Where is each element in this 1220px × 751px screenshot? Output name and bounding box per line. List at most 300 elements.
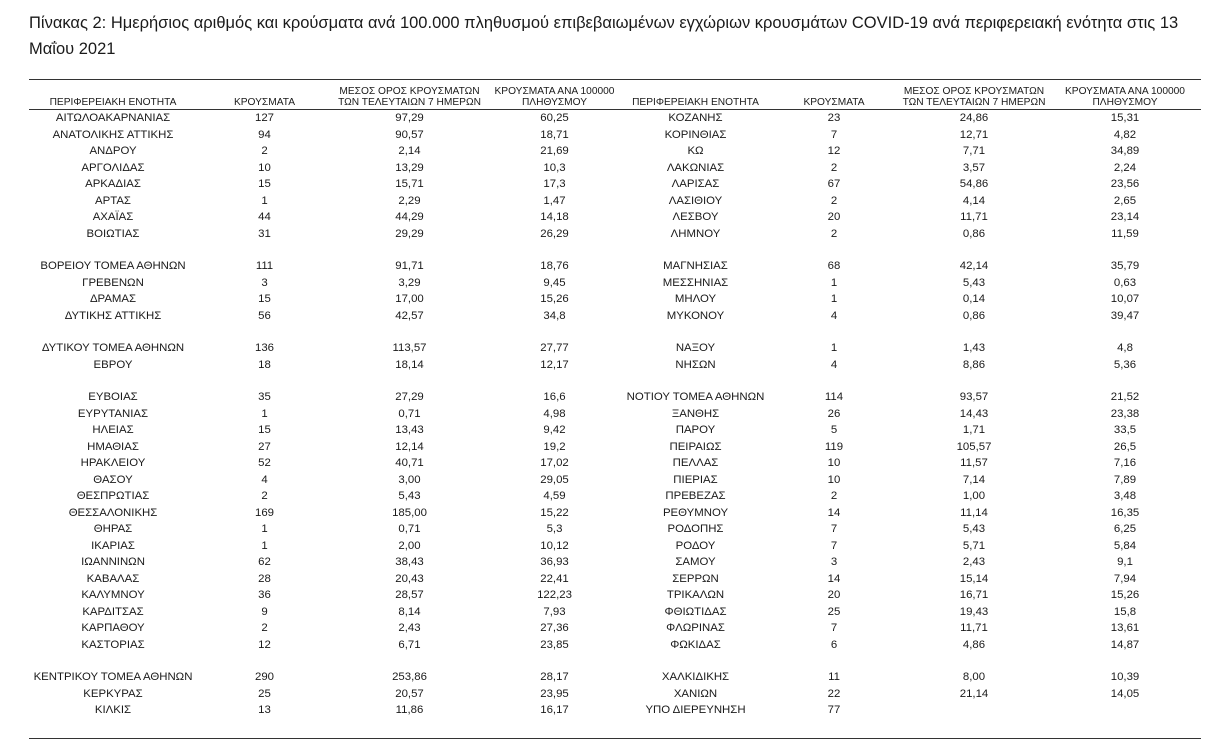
left-per100k-cell: 14,18	[540, 211, 569, 223]
spacer-cell	[1049, 324, 1201, 340]
left-region-cell: ΚΑΡΔΙΤΣΑΣ	[82, 605, 144, 618]
right-per100k-cell: 11,59	[1111, 227, 1139, 240]
spacer-cell	[487, 373, 622, 389]
table-row	[29, 538, 1201, 555]
right-avg7-cell: 8,00	[962, 671, 986, 683]
table-row	[29, 571, 1201, 588]
left-cases-cell: 9	[261, 605, 268, 618]
left-avg7-cell: 2,14	[398, 145, 421, 157]
right-cases-cell: 67	[827, 178, 841, 190]
table-row	[29, 521, 1201, 538]
table-row	[29, 226, 1201, 243]
spacer-row	[29, 324, 1201, 340]
right-cases-cell: 2	[830, 161, 838, 174]
left-avg7-cell: 20,57	[395, 687, 424, 700]
table-row	[29, 702, 1201, 719]
left-cases-cell: 1	[261, 407, 268, 420]
spacer-cell	[487, 324, 622, 340]
spacer-cell	[332, 373, 487, 389]
right-per100k-cell: 35,79	[1110, 260, 1140, 272]
spacer-cell	[332, 324, 487, 340]
left-region-cell: ΙΩΑΝΝΙΝΩΝ	[81, 556, 145, 568]
table-row	[29, 439, 1201, 456]
right-avg7-cell	[899, 702, 1049, 719]
left-cases-cell: 31	[258, 227, 271, 240]
right-avg7-cell: 54,86	[959, 178, 989, 190]
table-row	[29, 637, 1201, 654]
table-row	[29, 110, 1201, 127]
spacer-cell	[487, 242, 622, 258]
spacer-cell	[487, 653, 622, 669]
right-region-cell: ΠΑΡΟΥ	[675, 424, 716, 436]
right-per100k-cell: 15,26	[1110, 589, 1140, 601]
right-avg7-cell: 4,14	[962, 194, 986, 207]
right-cases-cell: 77	[827, 704, 841, 716]
spacer-cell	[29, 373, 197, 389]
right-cases-cell: 10	[827, 473, 841, 486]
left-region-cell: ΗΡΑΚΛΕΙΟΥ	[80, 457, 146, 469]
table-row	[29, 488, 1201, 505]
right-avg7-cell: 1,43	[962, 342, 986, 354]
right-cases-cell: 23	[827, 112, 841, 124]
right-avg7-cell: 5,71	[962, 539, 986, 552]
spacer-cell	[197, 324, 332, 340]
right-region-cell: ΥΠΟ ΔΙΕΡΕΥΝΗΣΗ	[645, 704, 746, 716]
left-region-cell: ΚΕΡΚΥΡΑΣ	[83, 687, 143, 700]
right-cases-cell: 7	[830, 523, 838, 535]
left-region-cell: ΘΕΣΠΡΩΤΙΑΣ	[76, 490, 150, 502]
right-avg7-cell: 0,14	[962, 293, 986, 305]
right-cases-cell: 1	[830, 342, 838, 354]
right-per100k-cell: 14,87	[1110, 638, 1140, 651]
right-cases-cell: 7	[830, 539, 838, 552]
left-cases-cell: 15	[258, 424, 271, 436]
left-avg7-cell: 185,00	[392, 506, 427, 519]
left-avg7-cell: 28,57	[395, 589, 424, 601]
left-per100k-cell: 10,3	[543, 161, 566, 174]
right-region-cell: ΜΗΛΟΥ	[674, 293, 717, 305]
table-row	[29, 193, 1201, 210]
left-avg7-cell: 6,71	[398, 638, 421, 651]
left-per100k-cell: 23,95	[540, 687, 569, 700]
header-per100k-left: ΚΡΟΥΣΜΑΤΑ ΑΝΑ 100000 ΠΛΗΘΥΣΜΟΥ	[487, 86, 622, 110]
left-avg7-cell: 40,71	[395, 457, 424, 469]
right-region-cell: ΜΥΚΟΝΟΥ	[666, 309, 725, 322]
left-avg7-cell: 3,00	[398, 473, 421, 486]
spacer-cell	[29, 242, 197, 258]
left-avg7-cell: 90,57	[395, 128, 424, 141]
left-per100k-cell: 9,45	[543, 276, 566, 289]
left-per100k-cell: 122,23	[537, 589, 572, 601]
right-region-cell: ΣΑΜΟΥ	[675, 556, 716, 568]
left-region-cell: ΑΧΑΪΑΣ	[92, 211, 134, 223]
table-row	[29, 406, 1201, 423]
left-cases-cell: 169	[254, 506, 274, 519]
left-per100k-cell: 16,6	[543, 391, 566, 403]
left-cases-cell: 1	[261, 539, 268, 552]
right-region-cell: ΠΡΕΒΕΖΑΣ	[665, 490, 726, 502]
left-per100k-cell: 15,22	[540, 506, 569, 519]
right-region-cell: ΛΑΚΩΝΙΑΣ	[666, 161, 725, 174]
right-region-cell: ΛΗΜΝΟΥ	[670, 227, 721, 240]
spacer-cell	[899, 324, 1049, 340]
left-avg7-cell: 17,00	[395, 293, 424, 305]
left-region-cell: ΗΛΕΙΑΣ	[92, 424, 134, 436]
left-cases-cell: 12	[258, 638, 271, 651]
right-region-cell: ΡΟΔΟΠΗΣ	[667, 523, 724, 535]
left-avg7-cell: 2,29	[398, 194, 421, 207]
right-avg7-cell: 0,86	[962, 309, 986, 322]
left-cases-cell: 2	[261, 490, 268, 502]
left-region-cell: ΔΥΤΙΚΗΣ ΑΤΤΙΚΗΣ	[64, 309, 162, 322]
right-per100k-cell: 4,82	[1113, 128, 1137, 141]
left-cases-cell: 25	[258, 687, 271, 700]
right-avg7-cell: 11,14	[960, 506, 988, 519]
left-cases-cell: 290	[254, 671, 274, 683]
left-per100k-cell: 22,41	[540, 572, 569, 585]
table-row	[29, 357, 1201, 374]
right-per100k-cell	[1049, 702, 1201, 719]
left-avg7-cell: 13,43	[395, 424, 424, 436]
right-per100k-cell: 15,8	[1113, 605, 1137, 618]
spacer-cell	[769, 324, 899, 340]
left-per100k-cell: 18,71	[540, 128, 569, 141]
right-avg7-cell: 3,57	[962, 161, 986, 174]
left-avg7-cell: 38,43	[395, 556, 424, 568]
left-per100k-cell: 29,05	[540, 473, 569, 486]
right-region-cell: ΠΙΕΡΙΑΣ	[673, 473, 718, 486]
table-row	[29, 604, 1201, 621]
right-region-cell: ΧΑΝΙΩΝ	[673, 687, 718, 700]
left-avg7-cell: 91,71	[395, 260, 424, 272]
right-avg7-cell: 5,43	[962, 523, 986, 535]
left-region-cell: ΕΥΡΥΤΑΝΙΑΣ	[77, 407, 149, 420]
right-per100k-cell: 23,38	[1110, 407, 1140, 420]
left-per100k-cell: 16,17	[540, 704, 569, 716]
right-region-cell: ΝΗΣΩΝ	[675, 358, 716, 371]
left-cases-cell: 1	[261, 194, 268, 207]
right-avg7-cell: 16,71	[959, 589, 989, 601]
right-avg7-cell: 14,43	[959, 407, 989, 420]
right-region-cell: ΛΑΡΙΣΑΣ	[671, 178, 720, 190]
right-region-cell: ΦΩΚΙΔΑΣ	[670, 638, 721, 651]
left-per100k-cell: 23,85	[540, 638, 569, 651]
table-body	[29, 110, 1201, 719]
left-region-cell: ΔΥΤΙΚΟΥ ΤΟΜΕΑ ΑΘΗΝΩΝ	[41, 342, 185, 354]
table-row	[29, 176, 1201, 193]
right-avg7-cell: 93,57	[959, 391, 989, 403]
spacer-cell	[1049, 373, 1201, 389]
left-avg7-cell: 27,29	[395, 391, 424, 403]
right-region-cell: ΦΛΩΡΙΝΑΣ	[666, 622, 725, 634]
table-row	[29, 554, 1201, 571]
left-per100k-cell: 4,98	[543, 407, 566, 420]
right-region-cell: ΠΕΛΛΑΣ	[672, 457, 719, 469]
right-cases-cell: 26	[827, 407, 841, 420]
left-cases-cell: 35	[258, 391, 271, 403]
left-avg7-cell: 0,71	[398, 523, 421, 535]
left-region-cell: ΚΑΛΥΜΝΟΥ	[81, 589, 145, 601]
left-cases-cell: 13	[258, 704, 271, 716]
right-cases-cell: 68	[827, 260, 841, 272]
left-per100k-cell: 10,12	[540, 539, 569, 552]
right-avg7-cell: 11,71	[960, 622, 988, 634]
right-per100k-cell: 10,07	[1110, 293, 1140, 305]
right-per100k-cell: 6,25	[1113, 523, 1137, 535]
right-per100k-cell: 9,1	[1117, 556, 1133, 568]
left-avg7-cell: 2,43	[398, 622, 421, 634]
left-cases-cell: 27	[258, 440, 271, 453]
left-avg7-cell: 13,29	[395, 161, 424, 174]
left-cases-cell: 2	[261, 145, 268, 157]
left-region-cell: ΘΕΣΣΑΛΟΝΙΚΗΣ	[68, 506, 158, 519]
spacer-cell	[332, 653, 487, 669]
spacer-cell	[29, 324, 197, 340]
left-per100k-cell: 28,17	[540, 671, 569, 683]
covid-cases-table	[29, 86, 1201, 719]
spacer-cell	[29, 653, 197, 669]
left-per100k-cell: 18,76	[540, 260, 569, 272]
table-row	[29, 505, 1201, 522]
left-per100k-cell: 26,29	[540, 227, 569, 240]
right-per100k-cell: 7,89	[1113, 473, 1137, 486]
header-avg7-left: ΜΕΣΟΣ ΟΡΟΣ ΚΡΟΥΣΜΑΤΩΝ ΤΩΝ ΤΕΛΕΥΤΑΙΩΝ 7 ΗΜΕΡΩΝ	[332, 86, 487, 110]
right-per100k-cell: 7,16	[1113, 457, 1137, 469]
right-region-cell: ΧΑΛΚΙΔΙΚΗΣ	[661, 671, 730, 683]
header-region-left: ΠΕΡΙΦΕΡΕΙΑΚΗ ΕΝΟΤΗΤΑ	[29, 86, 197, 110]
right-per100k-cell: 7,94	[1113, 572, 1137, 585]
bottom-rule	[29, 738, 1201, 739]
left-per100k-cell: 17,3	[543, 178, 566, 190]
table-row	[29, 455, 1201, 472]
right-avg7-cell: 11,71	[960, 211, 988, 223]
right-cases-cell: 2	[830, 194, 838, 207]
left-region-cell: ΘΗΡΑΣ	[93, 523, 133, 535]
left-per100k-cell: 4,59	[543, 490, 566, 502]
left-cases-cell: 10	[258, 161, 271, 174]
left-region-cell: ΑΝΔΡΟΥ	[89, 145, 137, 157]
left-per100k-cell: 34,8	[543, 309, 566, 322]
left-avg7-cell: 11,86	[395, 704, 424, 716]
left-avg7-cell: 29,29	[395, 227, 424, 240]
left-region-cell: ΙΚΑΡΙΑΣ	[91, 539, 135, 552]
left-avg7-cell: 15,71	[395, 178, 424, 190]
spacer-cell	[332, 242, 487, 258]
right-per100k-cell: 0,63	[1113, 276, 1137, 289]
left-per100k-cell: 7,93	[543, 605, 566, 618]
header-per100k-right: ΚΡΟΥΣΜΑΤΑ ΑΝΑ 100000 ΠΛΗΘΥΣΜΟΥ	[1049, 86, 1201, 110]
right-per100k-cell: 33,5	[1113, 424, 1137, 436]
top-rule	[29, 79, 1201, 80]
right-per100k-cell: 5,36	[1113, 358, 1137, 371]
left-cases-cell: 3	[261, 276, 268, 289]
left-cases-cell: 2	[261, 622, 268, 634]
left-cases-cell: 28	[258, 572, 271, 585]
right-region-cell: ΦΘΙΩΤΙΔΑΣ	[664, 605, 727, 618]
left-cases-cell: 15	[258, 293, 271, 305]
right-region-cell: ΜΑΓΝΗΣΙΑΣ	[663, 260, 728, 272]
right-cases-cell: 7	[830, 622, 838, 634]
spacer-row	[29, 242, 1201, 258]
left-avg7-cell: 113,57	[392, 342, 427, 354]
spacer-cell	[769, 373, 899, 389]
spacer-cell	[622, 242, 769, 258]
left-per100k-cell: 17,02	[540, 457, 569, 469]
right-cases-cell: 14	[827, 506, 841, 519]
right-avg7-cell: 2,43	[962, 556, 986, 568]
spacer-cell	[197, 653, 332, 669]
left-region-cell: ΕΥΒΟΙΑΣ	[88, 391, 138, 403]
right-cases-cell: 25	[827, 605, 841, 618]
right-avg7-cell: 105,57	[956, 440, 992, 453]
left-avg7-cell: 2,00	[398, 539, 421, 552]
left-cases-cell: 56	[258, 309, 271, 322]
right-avg7-cell: 8,86	[962, 358, 986, 371]
table-row	[29, 340, 1201, 357]
right-avg7-cell: 1,71	[962, 424, 986, 436]
left-region-cell: ΚΑΣΤΟΡΙΑΣ	[81, 638, 145, 651]
right-cases-cell: 1	[830, 276, 838, 289]
right-cases-cell: 4	[830, 358, 838, 371]
right-per100k-cell: 23,14	[1110, 211, 1140, 223]
table-row	[29, 275, 1201, 292]
header-row	[29, 86, 1201, 110]
left-region-cell: ΔΡΑΜΑΣ	[89, 293, 137, 305]
table-row	[29, 686, 1201, 703]
spacer-cell	[1049, 653, 1201, 669]
right-cases-cell: 1	[830, 293, 838, 305]
left-avg7-cell: 0,71	[398, 407, 421, 420]
right-per100k-cell: 2,24	[1113, 161, 1137, 174]
left-per100k-cell: 5,3	[546, 523, 563, 535]
right-avg7-cell: 15,14	[959, 572, 989, 585]
right-region-cell: ΜΕΣΣΗΝΙΑΣ	[662, 276, 729, 289]
left-region-cell: ΓΡΕΒΕΝΩΝ	[82, 276, 144, 289]
left-per100k-cell: 1,47	[543, 194, 566, 207]
spacer-cell	[622, 373, 769, 389]
left-region-cell: ΑΡΓΟΛΙΔΑΣ	[81, 161, 145, 174]
right-region-cell: ΞΑΝΘΗΣ	[671, 407, 720, 420]
table-row	[29, 143, 1201, 160]
left-region-cell: ΚΑΒΑΛΑΣ	[86, 572, 140, 585]
left-avg7-cell: 5,43	[398, 490, 421, 502]
spacer-row	[29, 373, 1201, 389]
right-avg7-cell: 0,86	[962, 227, 986, 240]
table-row	[29, 389, 1201, 406]
spacer-cell	[899, 373, 1049, 389]
right-avg7-cell: 19,43	[959, 605, 989, 618]
right-cases-cell: 119	[824, 440, 844, 453]
right-cases-cell: 7	[830, 128, 838, 141]
right-avg7-cell: 7,14	[962, 473, 986, 486]
right-per100k-cell: 26,5	[1113, 440, 1137, 453]
right-per100k-cell: 5,84	[1113, 539, 1137, 552]
left-cases-cell: 62	[258, 556, 271, 568]
right-avg7-cell: 1,00	[962, 490, 986, 502]
right-avg7-cell: 21,14	[959, 687, 989, 700]
left-region-cell: ΘΑΣΟΥ	[93, 473, 133, 486]
right-region-cell: ΚΟΡΙΝΘΙΑΣ	[664, 128, 727, 141]
left-cases-cell: 127	[254, 112, 274, 124]
table-row	[29, 620, 1201, 637]
left-cases-cell: 44	[258, 211, 271, 223]
spacer-cell	[622, 653, 769, 669]
table-row	[29, 127, 1201, 144]
left-region-cell: ΕΒΡΟΥ	[93, 358, 133, 371]
left-cases-cell: 1	[261, 523, 268, 535]
spacer-cell	[197, 242, 332, 258]
left-cases-cell: 94	[258, 128, 271, 141]
left-region-cell: ΑΡΤΑΣ	[95, 194, 131, 207]
left-per100k-cell: 60,25	[540, 112, 569, 124]
right-avg7-cell: 5,43	[962, 276, 986, 289]
table-row	[29, 258, 1201, 275]
table-row	[29, 669, 1201, 686]
right-per100k-cell: 3,48	[1113, 490, 1137, 502]
left-region-cell: ΚΕΝΤΡΙΚΟΥ ΤΟΜΕΑ ΑΘΗΝΩΝ	[33, 671, 193, 683]
right-avg7-cell: 11,57	[960, 457, 988, 469]
right-region-cell: ΚΩ	[687, 145, 704, 157]
left-per100k-cell: 27,77	[540, 342, 569, 354]
table-row	[29, 160, 1201, 177]
left-region-cell: ΑΝΑΤΟΛΙΚΗΣ ΑΤΤΙΚΗΣ	[52, 128, 174, 141]
right-cases-cell: 14	[827, 572, 841, 585]
right-per100k-cell: 23,56	[1110, 178, 1140, 190]
left-region-cell: ΑΡΚΑΔΙΑΣ	[85, 178, 141, 190]
header-region-right: ΠΕΡΙΦΕΡΕΙΑΚΗ ΕΝΟΤΗΤΑ	[622, 86, 769, 110]
right-per100k-cell: 21,52	[1110, 391, 1140, 403]
left-region-cell: ΒΟΡΕΙΟΥ ΤΟΜΕΑ ΑΘΗΝΩΝ	[40, 260, 186, 272]
header-cases-left: ΚΡΟΥΣΜΑΤΑ	[197, 86, 332, 110]
right-per100k-cell: 14,05	[1110, 687, 1140, 700]
left-region-cell: ΒΟΙΩΤΙΑΣ	[86, 227, 140, 240]
left-cases-cell: 15	[258, 178, 271, 190]
left-cases-cell: 18	[258, 358, 271, 371]
right-cases-cell: 11	[828, 671, 840, 683]
right-avg7-cell: 7,71	[962, 145, 986, 157]
spacer-cell	[899, 242, 1049, 258]
table-title: Πίνακας 2: Ημερήσιος αριθμός και κρούσματα ανά 100.000 πληθυσμού επιβεβαιωμένων εγχώριων κρουσμάτων COVID-19 ανά περιφερειακή ενότητα στις 13 Μαΐου 2021	[29, 14, 1179, 58]
right-cases-cell: 20	[827, 589, 841, 601]
left-per100k-cell: 21,69	[540, 145, 569, 157]
right-region-cell: ΛΑΣΙΘΙΟΥ	[668, 194, 723, 207]
right-cases-cell: 10	[827, 457, 841, 469]
table-row	[29, 209, 1201, 226]
right-cases-cell: 3	[830, 556, 838, 568]
left-per100k-cell: 19,2	[543, 440, 566, 453]
left-per100k-cell: 36,93	[540, 556, 569, 568]
right-cases-cell: 114	[824, 391, 844, 403]
left-avg7-cell: 42,57	[395, 309, 424, 322]
right-cases-cell: 22	[827, 687, 841, 700]
left-avg7-cell: 3,29	[398, 276, 421, 289]
left-avg7-cell: 20,43	[395, 572, 424, 585]
left-avg7-cell: 8,14	[398, 605, 421, 618]
table-row	[29, 291, 1201, 308]
left-cases-cell: 36	[258, 589, 271, 601]
spacer-cell	[622, 324, 769, 340]
right-cases-cell: 2	[830, 227, 838, 240]
right-avg7-cell: 12,71	[959, 128, 989, 141]
right-avg7-cell: 42,14	[959, 260, 989, 272]
right-region-cell: ΡΕΘΥΜΝΟΥ	[662, 506, 729, 519]
left-cases-cell: 52	[258, 457, 271, 469]
right-region-cell: ΛΕΣΒΟΥ	[672, 211, 719, 223]
left-region-cell: ΚΑΡΠΑΘΟΥ	[81, 622, 145, 634]
right-region-cell: ΠΕΙΡΑΙΩΣ	[669, 440, 722, 453]
left-cases-cell: 111	[255, 260, 274, 272]
left-avg7-cell: 44,29	[395, 211, 424, 223]
